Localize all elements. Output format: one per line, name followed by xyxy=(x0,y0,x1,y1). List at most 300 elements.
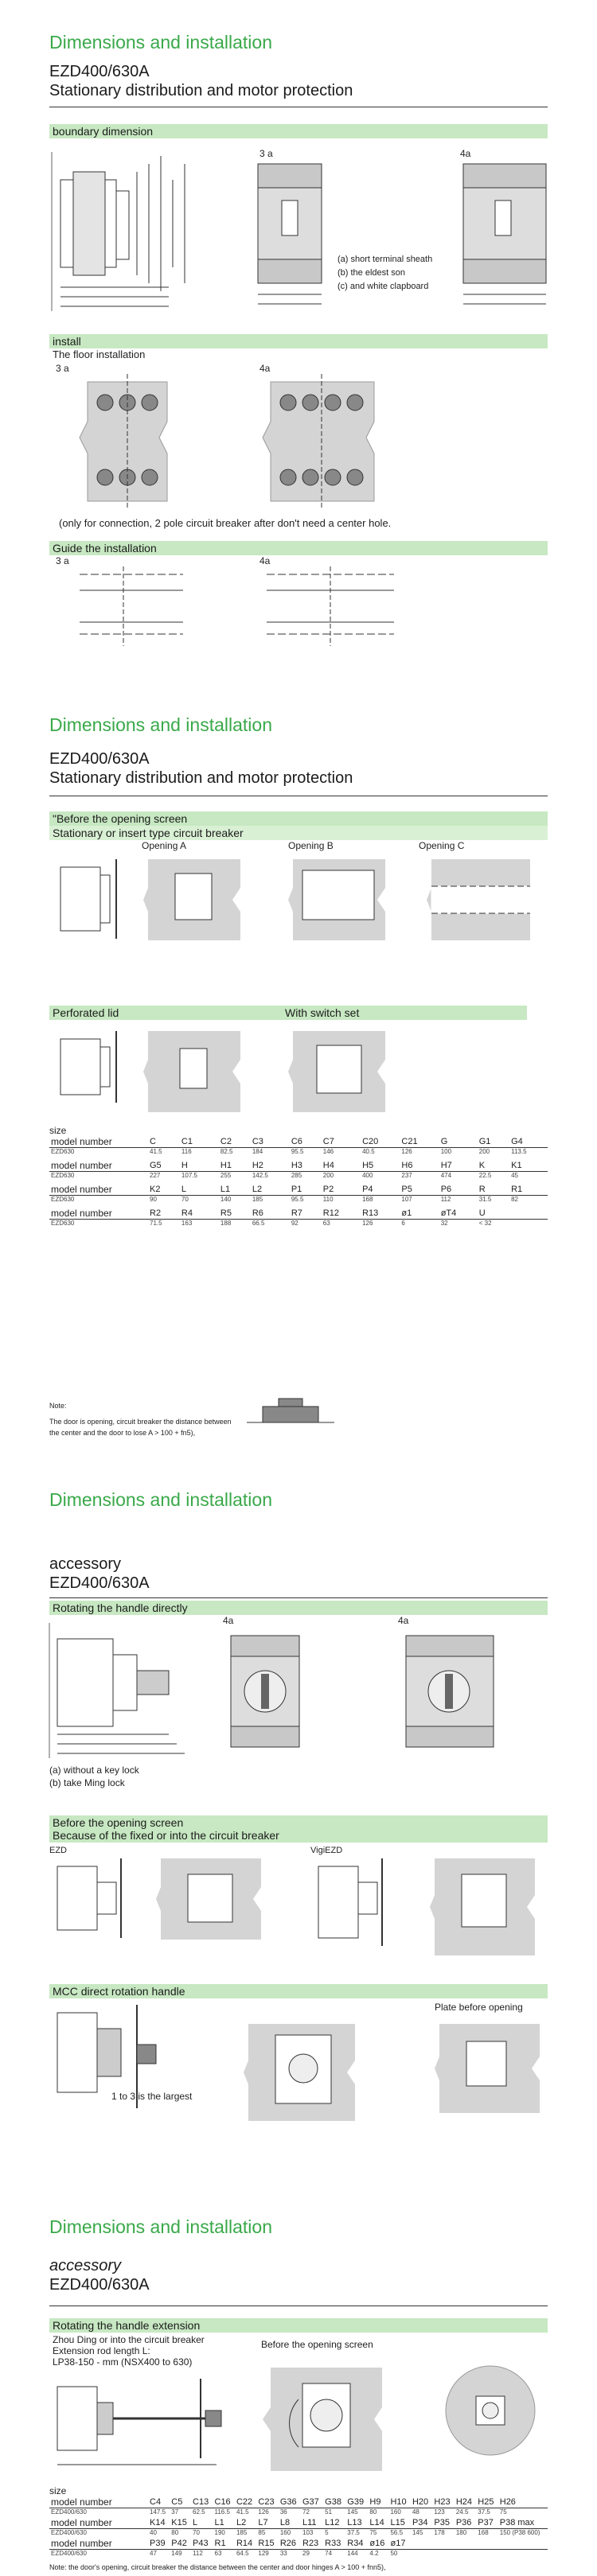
extension-door-drawing xyxy=(435,2355,546,2466)
size-table-1-value-row xyxy=(49,1220,548,1228)
guide-4a-label: 4a xyxy=(259,555,271,566)
size-table-1-header-cell: H4 xyxy=(322,1160,361,1172)
handle-note-a: (a) without a key lock xyxy=(49,1765,139,1776)
size-table-2-value-cell: 80 xyxy=(369,2508,377,2516)
size-table-1-header-cell: ø1 xyxy=(400,1208,439,1220)
floor-3a-drawing xyxy=(80,374,175,509)
because-fixed-label: Because of the fixed or into the circuit breaker xyxy=(53,1829,279,1842)
with-switch-label: With switch set xyxy=(285,1006,360,1019)
size-table-2-header-cell: ø16 xyxy=(368,2538,388,2550)
size-label-1: size xyxy=(49,1125,67,1136)
ezd-label: EZD xyxy=(49,1846,67,1855)
vigi-side-drawing xyxy=(310,1858,406,1946)
size-table-1-value-cell: 82 xyxy=(511,1196,519,1203)
size-table-2-header-cell: H24 xyxy=(455,2496,476,2508)
floor-4a-drawing xyxy=(263,374,382,509)
size-table-1-value-cell: < 32 xyxy=(478,1220,492,1227)
before-screen-band xyxy=(49,1815,548,1843)
size-table-1-value-cell: 31.5 xyxy=(478,1196,492,1203)
section3-rule xyxy=(49,1597,548,1598)
size-table-1-header-cell: øT4 xyxy=(439,1208,478,1220)
size-table-1-value-cell: 71.5 xyxy=(150,1220,162,1227)
perforated-front-drawing xyxy=(143,1028,247,1115)
size-table-2-value-cell: 150 (P38 600) xyxy=(499,2529,540,2536)
size-table-2-value-cell: 112 xyxy=(193,2550,203,2557)
size-table-1-header-cell: L2 xyxy=(251,1184,290,1196)
size-table-2-value-cell: 160 xyxy=(390,2508,401,2516)
size-table-1-value-cell: 32 xyxy=(440,1220,448,1227)
size-table-1-header-cell: R xyxy=(478,1184,509,1196)
size-table-2-value-cell: 37.5 xyxy=(347,2529,360,2536)
size-table-2-header-cell: H25 xyxy=(476,2496,498,2508)
size-table-2-value-cell: 145 xyxy=(412,2529,423,2536)
size-table-1-value-cell: 142.5 xyxy=(252,1172,268,1179)
size-table-1-header-cell: R1 xyxy=(509,1184,548,1196)
size-table-1-value-cell: EZD630 xyxy=(51,1172,75,1179)
size-table-2-header-cell: L13 xyxy=(345,2517,368,2529)
size-table-1-value-cell: 70 xyxy=(181,1196,189,1203)
size-table-2-value-cell: 37.5 xyxy=(478,2508,490,2516)
vigi-label: VigiEZD xyxy=(310,1846,343,1855)
size-table-2-value-cell: 56.5 xyxy=(390,2529,404,2536)
size-table-2 xyxy=(49,2496,548,2558)
size-table-2-value-cell: 63 xyxy=(214,2550,222,2557)
size-table-1-value-cell: 110 xyxy=(322,1196,334,1203)
size-table-1-value-cell: 146 xyxy=(322,1148,334,1155)
size-table-2-header-cell: R34 xyxy=(345,2538,368,2550)
size-table-2-header-cell: L14 xyxy=(368,2517,388,2529)
size-table-2-value-cell: EZD400/630 xyxy=(51,2529,87,2536)
size-table-2-header-cell: H20 xyxy=(411,2496,432,2508)
size-table-2-value-cell: 70 xyxy=(193,2529,200,2536)
size-table-1-value-cell: EZD630 xyxy=(51,1148,75,1155)
size-table-2-value-cell: 103 xyxy=(302,2529,314,2536)
size-table-1-value-cell: 163 xyxy=(181,1220,193,1227)
guide-3a-drawing xyxy=(64,566,199,646)
size-table-1-header-cell: R13 xyxy=(361,1208,400,1220)
size-table-1-header-cell: model number xyxy=(49,1136,148,1148)
size-table-1-value-cell: 474 xyxy=(440,1172,452,1179)
floor-4a-label: 4a xyxy=(259,363,271,374)
size-table-2-value-cell: 4.2 xyxy=(369,2550,379,2557)
note-text-2: Note: the door's opening, circuit breaker the distance between the center and door hinges A > 100 + fnn5), xyxy=(49,2563,386,2571)
size-table-2-value-cell xyxy=(455,2550,476,2558)
section1-heading: Dimensions and installation xyxy=(49,32,272,53)
size-table-2-value-cell: 48 xyxy=(412,2508,419,2516)
size-table-1-header-cell: C xyxy=(148,1136,180,1148)
stationary-band: Stationary or insert type circuit breaker xyxy=(49,826,548,840)
size-table-2-header-cell: C23 xyxy=(256,2496,278,2508)
size-table-1-value-cell: 95.5 xyxy=(291,1196,304,1203)
size-table-1-header-cell: P5 xyxy=(400,1184,439,1196)
ext-line1: Zhou Ding or into the circuit breaker xyxy=(53,2334,205,2345)
size-table-2-value-cell: 160 xyxy=(279,2529,291,2536)
largest-note: 1 to 3 is the largest xyxy=(111,2091,193,2102)
size-table-1-header-cell: K2 xyxy=(148,1184,180,1196)
size-table-1-value-cell: 200 xyxy=(322,1172,334,1179)
size-table-1-value-cell: 285 xyxy=(291,1172,302,1179)
size-table-1-header-cell: G5 xyxy=(148,1160,180,1172)
ext-line2: Extension rod length L: xyxy=(53,2345,150,2356)
size-table-2-value-cell xyxy=(432,2550,454,2558)
plate-before-drawing xyxy=(435,2021,546,2116)
size-table-1-value-cell: 400 xyxy=(362,1172,373,1179)
size-table-2-header-row xyxy=(49,2496,548,2508)
rotating-band: Rotating the handle directly xyxy=(49,1601,548,1615)
size-table-1-header-cell: model number xyxy=(49,1160,148,1172)
size-table-2-value-cell: 40 xyxy=(150,2529,157,2536)
size-table-1-value-cell: 126 xyxy=(362,1220,373,1227)
size-table-2-header-cell: H9 xyxy=(368,2496,388,2508)
size-table-1-value-cell: 92 xyxy=(291,1220,298,1227)
size-table-2-header-cell xyxy=(498,2538,548,2550)
size-table-1-value-cell: 184 xyxy=(252,1148,263,1155)
size-table-1-value-cell xyxy=(509,1220,548,1228)
size-table-2-value-cell: 41.5 xyxy=(236,2508,249,2516)
mcc-side-drawing xyxy=(49,2005,185,2124)
size-table-2-header-cell: H10 xyxy=(388,2496,410,2508)
size-table-2-value-cell: 72 xyxy=(302,2508,310,2516)
size-table-1-header-cell: L1 xyxy=(219,1184,251,1196)
opening-side-drawing xyxy=(53,859,140,947)
size-table-2-header-cell: P36 xyxy=(455,2517,476,2529)
size-table-2-value-cell: 75 xyxy=(499,2508,507,2516)
size-table-2-header-cell: P42 xyxy=(170,2538,191,2550)
size-table-2-value-row xyxy=(49,2550,548,2558)
size-table-2-value-cell: 80 xyxy=(171,2529,179,2536)
size-table-2-header-cell xyxy=(476,2538,498,2550)
size-table-1-header-cell: G1 xyxy=(478,1136,509,1148)
size-table-2-header-cell xyxy=(411,2538,432,2550)
opening-a-label: Opening A xyxy=(142,840,187,851)
size-table-1-value-cell: 41.5 xyxy=(150,1148,162,1155)
opening-b-drawing xyxy=(288,856,392,944)
handle-note-b: (b) take Ming lock xyxy=(49,1777,125,1788)
size-table-2-value-cell: 185 xyxy=(236,2529,248,2536)
size-table-1-header-cell: R6 xyxy=(251,1208,290,1220)
size-table-1-value-cell: 227 xyxy=(150,1172,161,1179)
install-band: install xyxy=(49,334,548,348)
size-table-2-header-cell: C4 xyxy=(148,2496,170,2508)
rotating-3a-drawing xyxy=(223,1628,318,1755)
size-table-1-value-cell: 66.5 xyxy=(252,1220,265,1227)
size-table-1-header-cell: model number xyxy=(49,1208,148,1220)
size-table-1-value-row xyxy=(49,1148,548,1156)
size-table-2-header-cell: P37 xyxy=(476,2517,498,2529)
size-table-1-header-cell: P1 xyxy=(290,1184,322,1196)
size-table-2-header-cell: R1 xyxy=(213,2538,235,2550)
size-table-1-value-cell: 188 xyxy=(220,1220,232,1227)
floor-installation-title: The floor installation xyxy=(53,348,146,360)
size-table-2-value-cell: 5 xyxy=(325,2529,329,2536)
guide-band: Guide the installation xyxy=(49,541,548,555)
rotating-side-drawing xyxy=(49,1623,201,1758)
size-table-2-value-cell: 62.5 xyxy=(193,2508,205,2516)
switch-set-drawing xyxy=(288,1028,392,1115)
size-table-2-header-cell: P38 max xyxy=(498,2517,548,2529)
size-table-2-header-cell: G37 xyxy=(301,2496,323,2508)
size-table-2-header-cell: R33 xyxy=(323,2538,345,2550)
fig-3a-label: 3 a xyxy=(259,148,273,159)
size-table-2-value-row xyxy=(49,2529,548,2537)
size-table-1-header-row xyxy=(49,1208,548,1220)
size-table-1-header-cell xyxy=(509,1208,548,1220)
size-table-2-value-cell: 144 xyxy=(347,2550,358,2557)
extension-front-drawing xyxy=(263,2352,398,2479)
size-table-1-header-cell: C3 xyxy=(251,1136,290,1148)
ezd-side-drawing xyxy=(49,1858,145,1946)
size-table-2-value-cell: 36 xyxy=(279,2508,287,2516)
guide-3a-label: 3 a xyxy=(56,555,69,566)
size-table-2-header-cell: H23 xyxy=(432,2496,454,2508)
mcc-front-drawing xyxy=(244,2021,363,2124)
size-table-1-header-row xyxy=(49,1160,548,1172)
size-table-1-value-cell: 255 xyxy=(220,1172,232,1179)
rotating-4a-label-2: 4a xyxy=(398,1615,409,1626)
size-table-1-spacer xyxy=(49,1227,548,1232)
size-table-2-value-cell: 75 xyxy=(369,2529,377,2536)
perforated-label: Perforated lid xyxy=(53,1006,119,1019)
section4-product: EZD400/630A xyxy=(49,2276,150,2294)
size-table-2-header-row xyxy=(49,2517,548,2529)
size-table-1-header-row xyxy=(49,1184,548,1196)
size-table-1-header-row xyxy=(49,1136,548,1148)
size-table-1-header-cell: G xyxy=(439,1136,478,1148)
ext-before-screen: Before the opening screen xyxy=(261,2339,373,2350)
legend-c: (c) and white clapboard xyxy=(338,282,429,291)
size-table-2-value-cell: 149 xyxy=(171,2550,182,2557)
vigi-front-drawing xyxy=(430,1855,541,1959)
size-table-2-header-cell: R26 xyxy=(279,2538,301,2550)
size-table-1-value-cell: 107.5 xyxy=(181,1172,197,1179)
size-table-1-value-cell: 107 xyxy=(401,1196,412,1203)
section4-heading: Dimensions and installation xyxy=(49,2216,272,2237)
section3-accessory: accessory xyxy=(49,1555,122,1573)
size-table-1-header-cell: P2 xyxy=(322,1184,361,1196)
size-table-1-value-cell: 113.5 xyxy=(511,1148,527,1155)
mcc-band: MCC direct rotation handle xyxy=(49,1984,548,1998)
size-table-2-header-row xyxy=(49,2538,548,2550)
size-table-1-value-cell: 45 xyxy=(511,1172,519,1179)
boundary-4a-drawing xyxy=(460,159,556,310)
size-table-2-header-cell xyxy=(455,2538,476,2550)
size-table-2-header-cell: P43 xyxy=(191,2538,213,2550)
size-table-2-value-cell: 64.5 xyxy=(236,2550,249,2557)
size-table-1-value-cell: EZD630 xyxy=(51,1220,75,1227)
size-table-2-header-cell: L11 xyxy=(301,2517,323,2529)
size-table-1-value-cell: 185 xyxy=(252,1196,263,1203)
size-table-1-header-cell: R4 xyxy=(180,1208,219,1220)
size-table-1-header-cell: C2 xyxy=(219,1136,251,1148)
size-table-1-header-cell: H3 xyxy=(290,1160,322,1172)
size-table-1-value-cell: 95.5 xyxy=(291,1148,304,1155)
size-table-2-header-cell: C16 xyxy=(213,2496,235,2508)
size-table-1 xyxy=(49,1136,548,1232)
section2-product: EZD400/630A xyxy=(49,750,150,768)
section3-product: EZD400/630A xyxy=(49,1574,150,1592)
ext-line3: LP38-150 - mm (NSX400 to 630) xyxy=(53,2356,193,2368)
note-door-drawing xyxy=(247,1391,334,1438)
size-table-2-value-cell: 190 xyxy=(214,2529,225,2536)
size-table-2-header-cell: L2 xyxy=(235,2517,256,2529)
extension-band: Rotating the handle extension xyxy=(49,2318,548,2333)
size-table-1-header-cell: H5 xyxy=(361,1160,400,1172)
size-table-2-header-cell: G38 xyxy=(323,2496,345,2508)
note-label: Note: xyxy=(49,1402,67,1410)
boundary-3a-drawing xyxy=(255,159,342,310)
size-table-2-header-cell: P35 xyxy=(432,2517,454,2529)
size-table-1-value-cell: 63 xyxy=(322,1220,330,1227)
rotating-4a-label-1: 4a xyxy=(223,1615,234,1626)
size-table-2-value-cell: 145 xyxy=(347,2508,358,2516)
size-table-2-header-cell: R23 xyxy=(301,2538,323,2550)
size-table-2-header-cell: C22 xyxy=(235,2496,256,2508)
perforated-side-drawing xyxy=(53,1031,140,1111)
size-table-1-value-cell: 22.5 xyxy=(478,1172,492,1179)
size-table-1-value-cell: 168 xyxy=(362,1196,373,1203)
size-table-2-value-cell: 123 xyxy=(434,2508,445,2516)
size-table-1-value-row xyxy=(49,1172,548,1180)
size-table-2-value-cell: 147.5 xyxy=(150,2508,166,2516)
size-table-1-value-cell: 90 xyxy=(150,1196,157,1203)
size-table-2-header-cell: L8 xyxy=(279,2517,301,2529)
section2-subtitle: Stationary distribution and motor protection xyxy=(49,769,353,787)
size-table-2-header-cell: model number xyxy=(49,2517,148,2529)
size-table-1-header-cell: R2 xyxy=(148,1208,180,1220)
size-table-1-value-cell: 6 xyxy=(401,1220,405,1227)
opening-b-label: Opening B xyxy=(288,840,334,851)
size-table-2-spacer xyxy=(49,2557,548,2558)
size-table-2-header-cell: K15 xyxy=(170,2517,191,2529)
size-table-2-header-cell: P39 xyxy=(148,2538,170,2550)
size-table-1-header-cell: K xyxy=(478,1160,509,1172)
section1-product: EZD400/630A xyxy=(49,63,150,80)
size-table-1-header-cell: H7 xyxy=(439,1160,478,1172)
size-table-2-value-cell: 37 xyxy=(171,2508,179,2516)
size-table-2-value-cell: 126 xyxy=(258,2508,269,2516)
section1-subtitle: Stationary distribution and motor protection xyxy=(49,82,353,99)
size-table-2-header-cell: K14 xyxy=(148,2517,170,2529)
legend-b: (b) the eldest son xyxy=(338,268,405,278)
legend-a: (a) short terminal sheath xyxy=(338,255,433,264)
size-table-2-value-cell: 29 xyxy=(302,2550,310,2557)
size-table-1-header-cell: C6 xyxy=(290,1136,322,1148)
size-table-2-value-cell: 129 xyxy=(258,2550,269,2557)
size-table-2-header-cell: P34 xyxy=(411,2517,432,2529)
perforated-band xyxy=(49,1006,527,1020)
size-table-1-header-cell: C20 xyxy=(361,1136,400,1148)
size-table-2-value-cell: 47 xyxy=(150,2550,157,2557)
size-table-2-header-cell: L12 xyxy=(323,2517,345,2529)
size-table-2-header-cell: H26 xyxy=(498,2496,548,2508)
size-table-1-header-cell: H6 xyxy=(400,1160,439,1172)
size-table-2-header-cell: G36 xyxy=(279,2496,301,2508)
size-table-2-value-cell: 51 xyxy=(325,2508,333,2516)
size-table-2-value-cell: EZD400/630 xyxy=(51,2550,87,2557)
size-table-1-value-cell: 126 xyxy=(401,1148,412,1155)
fig-4a-label: 4a xyxy=(460,148,471,159)
size-table-1-value-cell: 100 xyxy=(440,1148,452,1155)
size-table-2-value-cell: 50 xyxy=(390,2550,398,2557)
guide-4a-drawing xyxy=(259,566,402,646)
size-table-2-value-cell xyxy=(498,2550,548,2558)
ezd-front-drawing xyxy=(156,1855,267,1943)
extension-side-drawing xyxy=(49,2371,240,2474)
size-table-1-value-cell: 40.5 xyxy=(362,1148,375,1155)
size-table-2-header-cell: G39 xyxy=(345,2496,368,2508)
size-table-2-value-cell: 24.5 xyxy=(455,2508,469,2516)
size-table-2-header-cell: model number xyxy=(49,2538,148,2550)
rotating-4a-drawing xyxy=(398,1628,509,1755)
size-table-2-value-row xyxy=(49,2508,548,2516)
size-table-2-value-cell: 116.5 xyxy=(214,2508,230,2516)
boundary-side-drawing xyxy=(49,148,201,315)
size-table-2-header-cell: C5 xyxy=(170,2496,191,2508)
size-table-1-value-cell: 116 xyxy=(181,1148,192,1155)
size-table-1-header-cell: H2 xyxy=(251,1160,290,1172)
size-table-1-value-cell: 140 xyxy=(220,1196,232,1203)
size-table-2-header-cell: L xyxy=(191,2517,213,2529)
size-table-1-header-cell: R12 xyxy=(322,1208,361,1220)
size-table-1-header-cell: R5 xyxy=(219,1208,251,1220)
section4-accessory: accessory xyxy=(49,2257,122,2274)
size-table-2-value-cell: 168 xyxy=(478,2529,489,2536)
size-table-1-header-cell: L xyxy=(180,1184,219,1196)
opening-c-label: Opening C xyxy=(419,840,465,851)
size-table-1-header-cell: G4 xyxy=(509,1136,548,1148)
size-table-2-value-cell: EZD400/630 xyxy=(51,2508,87,2516)
before-screen-label: Before the opening screen xyxy=(53,1816,184,1829)
size-table-2-header-cell: L15 xyxy=(388,2517,410,2529)
size-table-2-value-cell: 33 xyxy=(279,2550,287,2557)
floor-3a-label: 3 a xyxy=(56,363,69,374)
size-table-2-value-cell: 74 xyxy=(325,2550,333,2557)
section2-heading: Dimensions and installation xyxy=(49,714,272,735)
size-table-2-header-cell: ø17 xyxy=(388,2538,410,2550)
size-table-2-value-cell xyxy=(476,2550,498,2558)
opening-a-drawing xyxy=(143,856,247,944)
size-table-2-value-cell: 178 xyxy=(434,2529,445,2536)
size-table-2-header-cell: C13 xyxy=(191,2496,213,2508)
size-table-1-header-cell: H1 xyxy=(219,1160,251,1172)
boundary-band: boundary dimension xyxy=(49,124,548,138)
size-table-1-value-cell: 237 xyxy=(401,1172,412,1179)
opening-c-drawing xyxy=(427,856,538,944)
section3-heading: Dimensions and installation xyxy=(49,1489,272,1510)
plate-before-label: Plate before opening xyxy=(435,2002,523,2013)
size-table-1-header-cell: P4 xyxy=(361,1184,400,1196)
size-table-2-value-cell: 85 xyxy=(258,2529,266,2536)
size-table-1-header-cell: P6 xyxy=(439,1184,478,1196)
size-table-1-value-cell: 82.5 xyxy=(220,1148,233,1155)
size-table-1-header-cell: C7 xyxy=(322,1136,361,1148)
size-table-1-header-cell: K1 xyxy=(509,1160,548,1172)
size-table-1-header-cell: H xyxy=(180,1160,219,1172)
size-table-2-header-cell: R15 xyxy=(256,2538,278,2550)
size-table-1-header-cell: C1 xyxy=(180,1136,219,1148)
size-table-2-header-cell: R14 xyxy=(235,2538,256,2550)
size-table-2-header-cell: L7 xyxy=(256,2517,278,2529)
size-table-1-value-cell: 200 xyxy=(478,1148,490,1155)
opening-band: "Before the opening screen xyxy=(49,811,548,826)
size-table-1-value-cell: EZD630 xyxy=(51,1196,75,1203)
size-table-1-value-row xyxy=(49,1196,548,1204)
size-label-2: size xyxy=(49,2485,67,2496)
size-table-1-header-cell: C21 xyxy=(400,1136,439,1148)
size-table-1-header-cell: R7 xyxy=(290,1208,322,1220)
size-table-2-header-cell: model number xyxy=(49,2496,148,2508)
floor-note: (only for connection, 2 pole circuit breaker after don't need a center hole. xyxy=(59,517,392,529)
